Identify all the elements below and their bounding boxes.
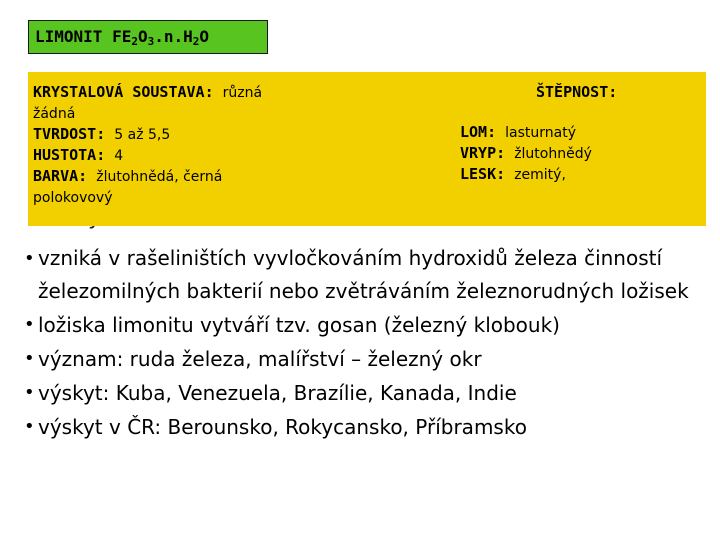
property-key: BARVA:	[33, 167, 88, 185]
property-key: HUSTOTA:	[33, 146, 106, 164]
property-value: žlutohnědý	[514, 146, 592, 162]
title-text-3: .n.H	[154, 27, 193, 46]
property-value: žádná	[33, 106, 76, 122]
bullet-icon: •	[24, 416, 35, 437]
list-item	[24, 308, 714, 342]
property-value: lasturnatý	[505, 125, 577, 141]
title-text-2: O	[137, 27, 148, 46]
property-value: zemitý,	[514, 167, 566, 183]
facts-list	[24, 242, 714, 444]
list-item	[24, 342, 714, 376]
list-item-text: ložiska limonitu vytváří tzv. gosan (železný klobouk)	[38, 313, 560, 337]
title-sub-3: 2	[192, 35, 200, 48]
list-item-text: výskyt: Kuba, Venezuela, Brazílie, Kanada, Indie	[38, 381, 517, 405]
property-value: 4	[114, 148, 124, 164]
property-line	[33, 124, 262, 145]
title-text-4: O	[199, 27, 210, 46]
property-line	[33, 145, 262, 166]
list-item-text: význam: ruda železa, malířství – železný okr	[38, 347, 482, 371]
list-item	[24, 376, 714, 410]
list-item-text: výskyt v ČR: Berounsko, Rokycansko, Příbramsko	[38, 415, 527, 439]
property-key: VRYP:	[460, 144, 506, 162]
property-key: LOM:	[460, 123, 497, 141]
title-sub-2: 3	[147, 35, 155, 48]
property-key: KRYSTALOVÁ SOUSTAVA:	[33, 83, 214, 101]
property-line	[33, 82, 262, 103]
mineral-title	[28, 20, 268, 54]
property-line	[33, 187, 262, 208]
title-text-1: LIMONIT FE	[35, 27, 132, 46]
property-value: různá	[222, 85, 263, 101]
property-value: polokovový	[33, 190, 113, 206]
properties-box	[28, 72, 706, 226]
list-item-text: vzniká v rašeliništích vyvločkováním hydroxidů železa činností železomilných bakterií nebo zvětráváním železnorudných ložisek	[38, 246, 689, 303]
bullet-icon: •	[24, 382, 35, 403]
list-item	[24, 242, 714, 308]
properties-left-column	[33, 82, 262, 208]
list-item	[24, 410, 714, 444]
bullet-icon: •	[24, 248, 35, 269]
property-line	[33, 103, 262, 124]
property-key: TVRDOST:	[33, 125, 106, 143]
property-value: žlutohnědá, černá	[96, 169, 223, 185]
property-line	[460, 143, 592, 164]
property-key: LESK:	[460, 165, 506, 183]
property-value: 5 až 5,5	[114, 127, 171, 143]
title-sub-1: 2	[131, 35, 138, 48]
properties-right-column	[460, 122, 592, 185]
property-line	[460, 122, 592, 143]
cleavage-heading: ŠTĚPNOST:	[536, 83, 618, 101]
property-line	[460, 164, 592, 185]
bullet-icon: •	[24, 314, 35, 335]
property-line	[33, 166, 262, 187]
bullet-icon: •	[24, 348, 35, 369]
